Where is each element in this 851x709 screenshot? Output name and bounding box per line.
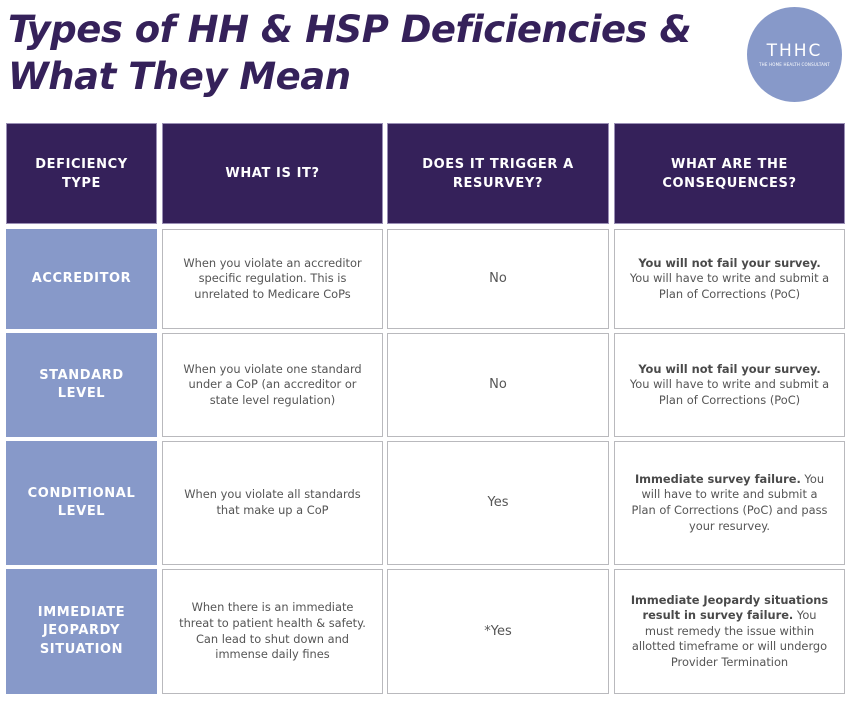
what-is-it-text: When there is an immediate threat to patient health & safety. Can lead to shut down and immense daily fines (179, 600, 366, 662)
consequences-text (615, 362, 844, 409)
deficiency-type-label: ACCREDITOR (31, 270, 132, 286)
what-is-it-text: When you violate one standard under a CoP (an accreditor or state level regulation) (183, 361, 362, 407)
row-consequences-cell (614, 333, 845, 437)
resurvey-value: Yes (487, 495, 509, 511)
logo-mark: THHC (766, 41, 823, 61)
row-type-cell (6, 229, 157, 329)
deficiency-type-label: IMMEDIATE JEOPARDY SITUATION (37, 604, 126, 657)
header-resurvey (387, 123, 609, 224)
consequences-bold: You will not fail your survey. (638, 361, 821, 376)
row-type-cell (6, 441, 157, 565)
consequences-detail: You must remedy the issue within allotted timeframe or will undergo Provider Termination (631, 608, 828, 669)
consequences-detail: You will have to write and submit a Plan of Corrections (PoC) (629, 377, 830, 407)
page-title-line-1: Types of HH & HSP Deficiencies & (8, 8, 692, 51)
row-resurvey-cell (387, 229, 609, 329)
page-title-line-2: What They Mean (8, 55, 351, 98)
resurvey-value: No (489, 377, 507, 393)
consequences-detail: You will have to write and submit a Plan of Corrections (PoC) (629, 271, 830, 301)
page-title (8, 6, 728, 100)
row-resurvey-cell (387, 333, 609, 437)
row-type-cell (6, 569, 157, 694)
deficiency-type-label: CONDITIONAL LEVEL (27, 485, 136, 519)
row-what-cell (162, 333, 383, 437)
consequences-detail: You will have to write and submit a Plan of Corrections (PoC) and pass your resurvey. (631, 471, 828, 533)
what-is-it-text: When you violate an accreditor specific regulation. This is unrelated to Medicare CoPs (183, 255, 362, 301)
consequences-bold: Immediate Jeopardy situations result in survey failure. (630, 592, 829, 623)
header-label: DEFICIENCY TYPE (35, 156, 128, 191)
resurvey-value: No (489, 271, 507, 287)
row-consequences-cell (614, 229, 845, 329)
logo-subtitle: THE HOME HEALTH CONSULTANT (759, 62, 830, 67)
row-type-cell (6, 333, 157, 437)
row-consequences-cell (614, 441, 845, 565)
thhc-logo (747, 7, 842, 102)
header-label: WHAT IS IT? (225, 166, 320, 181)
deficiency-type-label: STANDARD LEVEL (39, 367, 124, 401)
consequences-bold: You will not fail your survey. (638, 255, 821, 270)
consequences-text (615, 472, 844, 534)
row-resurvey-cell (387, 569, 609, 694)
header-type (6, 123, 157, 224)
what-is-it-text: When you violate all standards that make up a CoP (184, 487, 361, 517)
header-consequences (614, 123, 845, 224)
header-label: WHAT ARE THE CONSEQUENCES? (662, 156, 797, 191)
header-what (162, 123, 383, 224)
header-label: DOES IT TRIGGER A RESURVEY? (422, 156, 574, 191)
row-what-cell (162, 441, 383, 565)
row-consequences-cell (614, 569, 845, 694)
resurvey-value: *Yes (484, 623, 512, 639)
row-what-cell (162, 229, 383, 329)
row-resurvey-cell (387, 441, 609, 565)
consequences-text (615, 256, 844, 303)
row-what-cell (162, 569, 383, 694)
consequences-text (615, 593, 844, 671)
consequences-bold: Immediate survey failure. (634, 471, 801, 486)
